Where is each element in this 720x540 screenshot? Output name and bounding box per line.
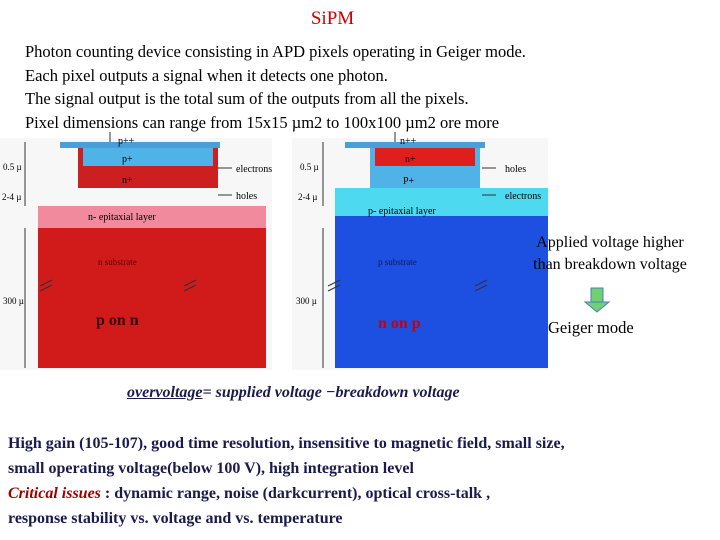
label-epitaxial: n- epitaxial layer xyxy=(88,212,156,223)
dim-300: 300 µ xyxy=(3,296,24,306)
label-epitaxial: p- epitaxial layer xyxy=(368,206,436,217)
intro-line: Each pixel outputs a signal when it detects one photon. xyxy=(25,65,388,85)
caption-n-on-p: n on p xyxy=(378,315,421,332)
layer-p-plus xyxy=(83,148,213,166)
intro-line: Photon counting device consisting in APD pixels operating in Geiger mode. xyxy=(25,42,526,61)
pixel-structure-p-on-n xyxy=(0,132,272,370)
features-line: High gain (105-107), good time resolution, insensitive to magnetic field, small size, xyxy=(8,435,565,452)
features-line: small operating voltage(below 100 V), high integration level xyxy=(8,460,414,477)
dim-300: 300 µ xyxy=(296,296,317,306)
geiger-mode-label: Geiger mode xyxy=(548,318,634,337)
features-text xyxy=(8,431,718,531)
intro-line: Pixel dimensions can range from 15x15 µm2 to 100x100 µm2 ore more xyxy=(25,112,500,132)
dim-2-4: 2-4 µ xyxy=(2,192,22,202)
label-holes: holes xyxy=(236,191,258,202)
label-p-plus: P+ xyxy=(403,176,415,187)
label-electrons: electrons xyxy=(236,164,273,175)
overvoltage-definition xyxy=(127,384,460,402)
label-substrate: n substrate xyxy=(98,257,137,267)
layer-n-substrate xyxy=(38,228,266,368)
critical-issues-line: response stability vs. voltage and vs. temperature xyxy=(8,510,343,527)
down-arrow-icon xyxy=(585,288,609,312)
overvoltage-term: overvoltage xyxy=(127,384,203,401)
label-n-plus-plus: n++ xyxy=(400,136,417,147)
dim-2-4: 2-4 µ xyxy=(298,192,318,202)
overvoltage-formula: = supplied voltage −breakdown voltage xyxy=(202,384,460,401)
breakdown-note-line: Applied voltage higher xyxy=(536,234,684,251)
label-holes: holes xyxy=(505,164,527,175)
label-substrate: p substrate xyxy=(378,257,417,267)
critical-issues-line xyxy=(8,481,718,506)
layer-n-plus xyxy=(375,148,475,166)
label-electrons: electrons xyxy=(505,191,542,202)
label-n-plus: n+ xyxy=(122,175,133,186)
intro-line: The signal output is the total sum of the outputs from all the pixels. xyxy=(25,89,469,108)
dim-05: 0.5 µ xyxy=(3,162,22,172)
intro-text xyxy=(25,40,685,134)
critical-issues-label: Critical issues xyxy=(8,485,101,502)
label-p-plus-plus: p++ xyxy=(118,136,135,147)
breakdown-note xyxy=(505,232,715,276)
breakdown-note-line: than breakdown voltage xyxy=(533,256,687,273)
slide-title: SiPM xyxy=(310,8,355,29)
label-n-plus: n+ xyxy=(405,154,416,165)
dim-05: 0.5 µ xyxy=(300,162,319,172)
label-p-plus: p+ xyxy=(122,154,133,165)
layer-p-plus-plus xyxy=(60,142,220,148)
critical-issues-text: : dynamic range, noise (darkcurrent), optical cross-talk , xyxy=(100,485,491,502)
caption-p-on-n: p on n xyxy=(96,312,139,329)
